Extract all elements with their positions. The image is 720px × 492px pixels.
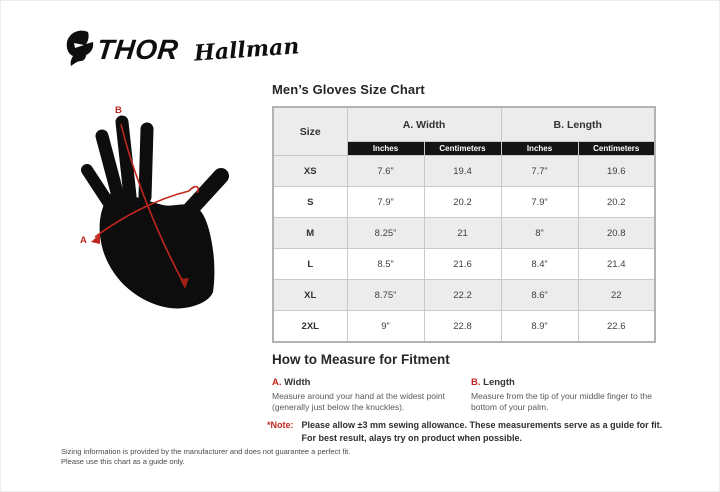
value-cell: 21 [424,218,501,249]
label-b: B [115,105,122,116]
hallman-wordmark: Hallman [193,33,301,67]
value-cell: 9” [347,311,424,343]
value-cell: 21.4 [578,249,655,280]
fitment-width-column [272,377,468,413]
disclaimer-line-1: Sizing information is provided by the manufacturer and does not guarantee a perfect fit. [61,447,351,456]
table-row [273,311,655,343]
value-cell: 8.4” [501,249,578,280]
size-table [272,106,656,343]
chart-title: Men’s Gloves Size Chart [272,82,425,97]
table-row [273,280,655,311]
glove-figure [56,96,256,331]
value-cell: 7.9” [347,187,424,218]
size-label-cell: XS [273,156,347,187]
fitment-length-text: Measure from the tip of your middle finger to the bottom of your palm. [471,391,652,412]
size-label-cell: 2XL [273,311,347,343]
value-cell: 7.7” [501,156,578,187]
subheader-width-cm: Centimeters [424,142,501,156]
subheader-length-inches: Inches [501,142,578,156]
thor-helmet-icon [65,29,95,72]
fitment-note [267,419,676,444]
table-row [273,218,655,249]
value-cell: 22.8 [424,311,501,343]
fitment-width-label: A. Width [272,377,311,388]
note-label: *Note: [267,420,294,430]
value-cell: 22.6 [578,311,655,343]
value-cell: 8.25” [347,218,424,249]
table-row [273,156,655,187]
fitment-length-column [471,377,677,413]
thor-logo [65,29,181,72]
thor-wordmark: THOR [95,34,181,65]
disclaimer-line-2: Please use this chart as a guide only. [61,456,185,466]
fitment-length-label: B. Length [471,377,515,388]
header-width-group: A. Width [347,107,501,142]
value-cell: 21.6 [424,249,501,280]
value-cell: 19.4 [424,156,501,187]
note-text: Please allow ±3 mm sewing allowance. These measurements serve as a guide for fit. For best result, alays try on product when possible. [301,420,663,443]
value-cell: 22.2 [424,280,501,311]
size-label-cell: M [273,218,347,249]
value-cell: 8.5” [347,249,424,280]
brand-logos [65,31,300,69]
value-cell: 7.6” [347,156,424,187]
label-a: A [80,235,87,246]
size-label-cell: S [273,187,347,218]
size-chart-section [272,82,672,343]
table-row [273,249,655,280]
value-cell: 20.8 [578,218,655,249]
value-cell: 7.9” [501,187,578,218]
fitment-section [272,352,706,413]
value-cell: 8.75” [347,280,424,311]
size-label-cell: XL [273,280,347,311]
fitment-width-text: Measure around your hand at the widest point (generally just below the knuckles). [272,391,445,412]
sizing-disclaimer [61,447,350,466]
value-cell: 22 [578,280,655,311]
header-length-group: B. Length [501,107,655,142]
value-cell: 20.2 [424,187,501,218]
table-header-row [273,107,655,142]
value-cell: 8” [501,218,578,249]
subheader-width-inches: Inches [347,142,424,156]
subheader-length-cm: Centimeters [578,142,655,156]
value-cell: 19.6 [578,156,655,187]
glove-silhouette [87,122,221,308]
table-row [273,187,655,218]
header-size: Size [273,107,347,156]
value-cell: 20.2 [578,187,655,218]
fitment-title: How to Measure for Fitment [272,352,450,367]
value-cell: 8.9” [501,311,578,343]
value-cell: 8.6” [501,280,578,311]
size-label-cell: L [273,249,347,280]
